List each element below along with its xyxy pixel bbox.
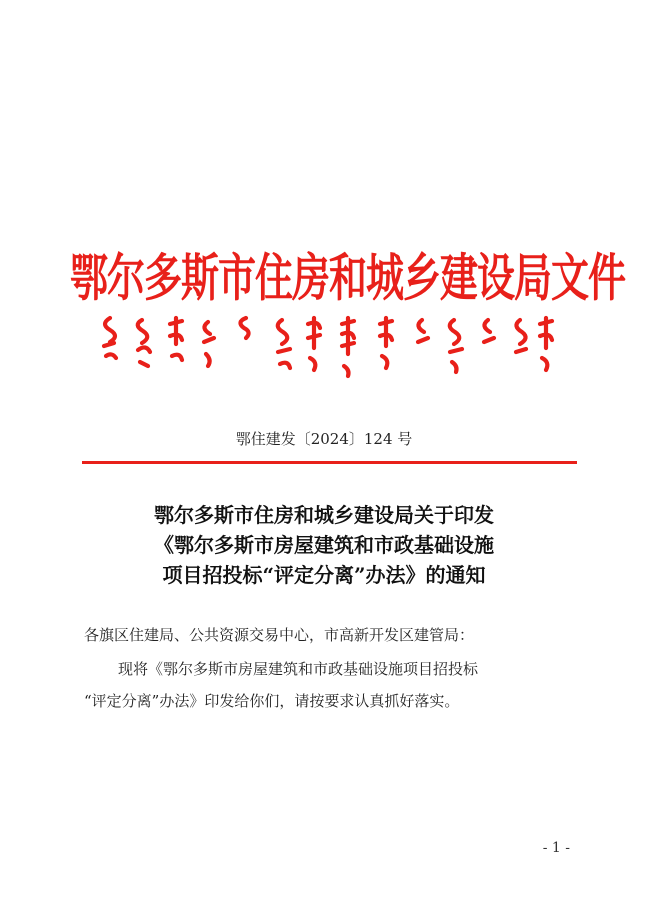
mongolian-script-seal xyxy=(96,312,556,380)
notice-title-line: 《鄂尔多斯市房屋建筑和市政基础设施 xyxy=(154,533,494,557)
red-divider-line xyxy=(82,461,577,464)
document-header-title: 鄂尔多斯市住房和城乡建设局文件 xyxy=(70,248,626,308)
document-number: 鄂住建发〔2024〕124 号 xyxy=(235,430,413,448)
notice-title xyxy=(0,500,648,590)
recipients-line: 各旗区住建局、公共资源交易中心，市高新开发区建管局： xyxy=(84,626,475,644)
page-number: - 1 - xyxy=(542,840,570,856)
body-text-line: “评定分离”办法》印发给你们，请按要求认真抓好落实。 xyxy=(84,692,460,710)
notice-title-line: 项目招投标“评定分离”办法》的通知 xyxy=(162,563,486,587)
body-text-line: 现将《鄂尔多斯市房屋建筑和市政基础设施项目招投标 xyxy=(118,660,479,678)
notice-title-line: 鄂尔多斯市住房和城乡建设局关于印发 xyxy=(154,503,494,527)
